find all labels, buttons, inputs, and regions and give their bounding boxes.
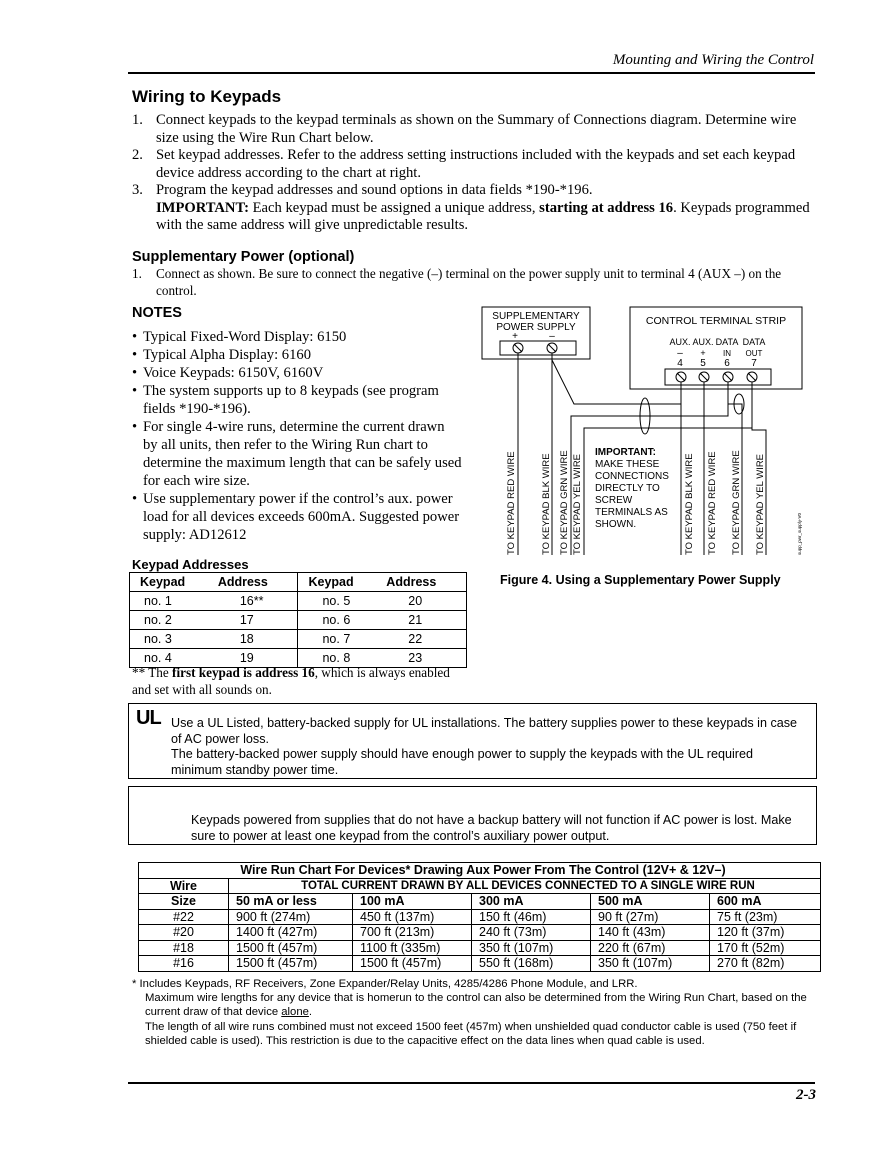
note-item: • The system supports up to 8 keypads (see program fields *190-*196). [132, 383, 439, 417]
important-text-end: . Keypads programmed with the same address will give unpredictable results. [156, 199, 810, 233]
svg-text:SCREW: SCREW [595, 495, 633, 506]
svg-text:CONNECTIONS: CONNECTIONS [595, 471, 669, 482]
table-row: #22 900 ft (274m) 450 ft (137m) 150 ft (46m) 90 ft (27m) 75 ft (23m) [139, 909, 821, 925]
supply-label: SUPPLEMENTARY [492, 311, 580, 322]
step-number: 2. [132, 147, 143, 163]
important-label: IMPORTANT: [156, 199, 249, 216]
steps-list [132, 112, 822, 235]
column-header: Keypad [130, 573, 218, 592]
important-note [132, 200, 822, 235]
file-tag: supp_pwr_supply-V0 [797, 512, 802, 555]
note-item: • Typical Fixed-Word Display: 6150 [132, 329, 347, 345]
page-title: Wiring to Keypads [132, 87, 282, 106]
wire-label: TO KEYPAD YEL WIRE [572, 453, 583, 555]
important-text: Each keypad must be assigned a unique address, [248, 199, 540, 216]
step-text: Program the keypad addresses and sound options in data fields *190-*196. [156, 182, 593, 198]
keypad-addresses-heading: Keypad Addresses [132, 557, 249, 572]
svg-text:OUT: OUT [745, 349, 763, 358]
wire-chart-note: Maximum wire lengths for any device that is homerun to the control can also be determined from the Wiring Run Chart, based on the current draw of that device alone. [145, 992, 807, 1019]
step-item [132, 112, 822, 147]
footer-rule [128, 1082, 815, 1084]
keypad-addresses-table [129, 572, 467, 668]
wire-chart-footnote: * Includes Keypads, RF Receivers, Zone Expander/Relay Units, 4285/4286 Phone Module, and LRR. [132, 978, 638, 990]
svg-text:7: 7 [751, 358, 757, 369]
note-item: • Voice Keypads: 6150V, 6160V [132, 365, 324, 381]
notes-list [132, 328, 462, 544]
keypad-address-footnote: ** The first keypad is address 16, which is always enabled and set with all sounds on. [132, 665, 450, 697]
table-row: no. 3 18 no. 7 22 [130, 630, 467, 649]
wire-label: TO KEYPAD GRN WIRE [559, 450, 570, 555]
supplementary-heading: Supplementary Power (optional) [132, 249, 355, 265]
ul-notice-text: Use a UL Listed, battery-backed supply for UL installations. The battery supplies power to these keypads in case of AC power loss. The battery-backed power supply should have enough power to supply the keypads with the UL required minimum standby power time. [171, 716, 798, 777]
svg-text:AUX.: AUX. [692, 337, 714, 347]
supply-label: POWER SUPPLY [496, 322, 576, 333]
table-row: #20 1400 ft (427m) 700 ft (213m) 240 ft (73m) 140 ft (43m) 120 ft (37m) [139, 925, 821, 941]
ul-logo-icon: UL [136, 707, 161, 729]
svg-text:TERMINALS AS: TERMINALS AS [595, 507, 668, 518]
wire-chart-notes [132, 977, 820, 1048]
wire-label: TO KEYPAD BLK WIRE [684, 453, 695, 555]
step-text: Connect as shown. Be sure to connect the negative (–) terminal on the power supply unit to terminal 4 (AUX –) on the control. [156, 266, 782, 298]
wiring-diagram [470, 300, 810, 565]
svg-text:AUX.: AUX. [669, 337, 691, 347]
wire-label: TO KEYPAD YEL WIRE [755, 453, 766, 555]
note-item: • Typical Alpha Display: 6160 [132, 347, 311, 363]
wire-label: TO KEYPAD RED WIRE [506, 451, 517, 555]
page-number: 2-3 [796, 1087, 816, 1103]
step-text: Connect keypads to the keypad terminals as shown on the Summary of Connections diagram. Determine wire size using the Wire Run Chart below. [156, 112, 797, 146]
step-item [132, 147, 822, 182]
table-row: no. 4 19 no. 8 23 [130, 649, 467, 668]
supply-terminal-strip [500, 341, 576, 355]
svg-text:4: 4 [677, 358, 683, 369]
supplementary-step [132, 266, 812, 299]
table-header-row: Size 50 mA or less 100 mA 300 mA 500 mA 600 mA [139, 894, 821, 910]
svg-text:IN: IN [723, 349, 731, 358]
svg-text:DIRECTLY TO: DIRECTLY TO [595, 483, 660, 494]
table-header-row [130, 573, 467, 592]
svg-text:–: – [677, 348, 683, 359]
wire-label: TO KEYPAD GRN WIRE [731, 450, 742, 555]
wire-chart-note: The length of all wire runs combined must not exceed 1500 feet (457m) when unshielded quad conductor cable is used (750 feet if shielded cable is used). This restriction is due to the capacitive effect on the data lines when quad cable is used. [145, 1020, 797, 1047]
note-item: • For single 4-wire runs, determine the current drawn by all units, then refer to the Wiring Run chart to determine the maximum length that can be safely used for each wire size. [132, 419, 462, 489]
step-number: 1. [132, 112, 143, 128]
step-item [132, 182, 822, 200]
svg-text:5: 5 [700, 358, 706, 369]
column-header: Address [386, 573, 466, 592]
running-header: Mounting and Wiring the Control [612, 52, 814, 68]
diagram-important-text [595, 447, 669, 530]
notes-heading: NOTES [132, 305, 182, 321]
svg-text:SHOWN.: SHOWN. [595, 519, 637, 530]
table-subheader-row: Wire TOTAL CURRENT DRAWN BY ALL DEVICES CONNECTED TO A SINGLE WIRE RUN [139, 878, 821, 894]
table-row: #16 1500 ft (457m) 1500 ft (457m) 550 ft (168m) 350 ft (107m) 270 ft (82m) [139, 956, 821, 972]
important-emphasis: starting at address 16 [539, 199, 674, 216]
table-row: no. 1 16** no. 5 20 [130, 592, 467, 611]
table-row: #18 1500 ft (457m) 1100 ft (335m) 350 ft (107m) 220 ft (67m) 170 ft (52m) [139, 940, 821, 956]
wire-run-chart [138, 862, 821, 972]
table-row: no. 2 17 no. 6 21 [130, 611, 467, 630]
svg-text:6: 6 [724, 358, 730, 369]
power-warning-text: Keypads powered from supplies that do not have a backup battery will not function if AC power is lost. Make sure to power at least one keypad from the control’s auxiliary power output. [191, 813, 792, 843]
svg-text:+: + [700, 348, 706, 358]
header-rule [128, 72, 815, 74]
svg-text:DATA: DATA [715, 337, 739, 347]
wire-label: TO KEYPAD RED WIRE [707, 451, 718, 555]
table-caption-row: Wire Run Chart For Devices* Drawing Aux Power From The Control (12V+ & 12V–) [139, 863, 821, 879]
control-label: CONTROL TERMINAL STRIP [645, 315, 787, 327]
step-number: 3. [132, 182, 143, 198]
wire-label: TO KEYPAD BLK WIRE [541, 453, 552, 555]
svg-text:DATA: DATA [742, 337, 766, 347]
figure-caption: Figure 4. Using a Supplementary Power Supply [500, 573, 781, 587]
svg-text:IMPORTANT:: IMPORTANT: [595, 447, 656, 458]
note-item: • Use supplementary power if the control’s aux. power load for all devices exceeds 600mA. Suggested power supply: AD12612 [132, 491, 460, 543]
step-text: Set keypad addresses. Refer to the address setting instructions included with the keypads and set each keypad device address according to the chart at right. [156, 147, 796, 181]
step-number: 1. [132, 266, 142, 281]
column-header: Keypad [298, 573, 386, 592]
svg-text:MAKE THESE: MAKE THESE [595, 459, 660, 470]
supply-minus: – [549, 331, 555, 342]
supply-plus: + [512, 331, 518, 342]
column-header: Address [218, 573, 298, 592]
